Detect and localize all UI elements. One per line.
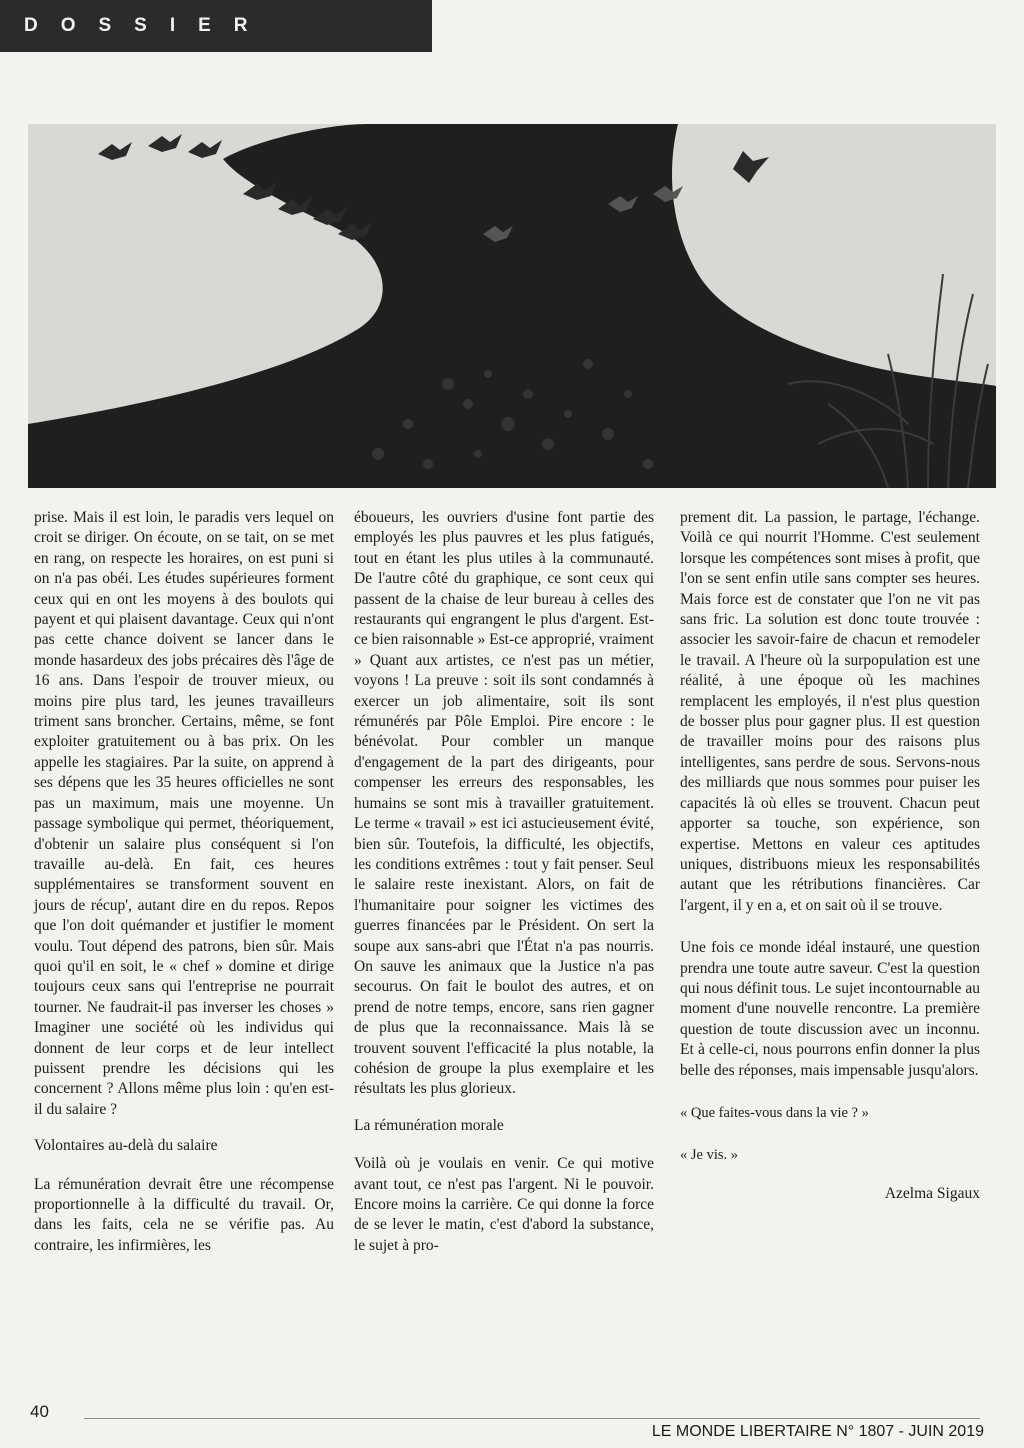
paragraph: éboueurs, les ouvriers d'usine font partie des employés les plus pauvres et les plus fatigués, tout en étant les plus utiles à la communauté. De l'autre côté du graphique, ce sont ceux qui passent de la chaise de leur bureau à celles des restaurants qui engrangent le plus d'argent. Est-ce bien raisonnable » Est-ce approprié, vraiment » Quant aux artistes, ce n'est pas un métier, voyons ! La preuve : soit ils sont condamnés à exercer un job alimentaire, soit ils sont rémunérés par Pôle Emploi. Pire encore : le bénévolat. Pour combler un manque d'engagement de la part des dirigeants, pour compenser les erreurs des responsables, les humains se sont mis à travailler gratuitement. Le terme « travail » est ici astucieusement évité, bien sûr. Toutefois, la difficulté, les objectifs, les conditions extrêmes : tout y fait penser. Seul le salaire reste inexistant. Alors, on fait de l'humanitaire pour soigner les victimes des guerres financées par le Président. On sert la soupe aux sans-abri que l'État n'a pas nourris. On sauve les animaux que la Justice n'a pas secourus. On fait le boulot des autres, et on prend de notre temps, encore, sans rien gagner de plus que la reconnaissance. Mais là se trouvent souvent l'efficacité la plus notable, la cohésion de groupe la plus exemplaire et les résultats les plus glorieux. [354, 509, 654, 1098]
illustration-svg [28, 124, 996, 488]
footer-divider [84, 1418, 980, 1419]
paragraph: prement dit. La passion, le partage, l'échange. Voilà ce qui nourrit l'Homme. C'est seulement lorsque les compétences sont mises à profit, que l'on se sent enfin utile sans compter ses heures. Mais force est de constater que l'on ne vit pas sans fric. La solution est donc toute trouvée : associer les savoir-faire de chacun et remodeler le travail. A l'heure où la surpopulation est une réalité, à une époque où les machines remplacent les employés, il n'est plus question de bosser plus pour gagner plus. Il est question de travailler moins pour des raisons plus intelligentes, sans perdre de sous. Servons-nous des milliards que nous sommes pour puiser les capacités là où elles se trouvent. Chacun peut apporter sa touche, son expérience, son expertise. Mettons en valeur ces aptitudes uniques, distribuons mieux les responsabilités autant que les rétributions financières. Car l'argent, il y en a, et on sait où il se trouve. [680, 509, 980, 914]
quote: « Je vis. » [680, 1147, 738, 1164]
journal-footer: LE MONDE LIBERTAIRE N° 1807 - JUIN 2019 [651, 1423, 984, 1440]
paragraph: La rémunération devrait être une récompense proportionnelle à la difficulté du travail. Or, dans les faits, cela ne se vérifie pas. Au contraire, les infirmières, les [34, 1175, 334, 1254]
section-subhead: Volontaires au-delà du salaire [34, 1137, 218, 1155]
page-number: 40 [30, 1402, 49, 1421]
birds-over-landscape-illustration [28, 124, 996, 488]
paragraph: prise. Mais il est loin, le paradis vers lequel on croit se diriger. On écoute, on se tait, on se met en rang, on respecte les horaires, on est puni si on n'a pas obéi. Les études supérieures forment ceux qui en ont les moyens à des boulots qui payent et qui plaisent davantage. Ceux qui n'ont pas cette chance doivent se lancer dans le monde hasardeux des jobs précaires dès l'âge de 16 ans. Dans l'espoir de trouver mieux, ou moins pire plus tard, les jeunes travailleurs triment sans broncher. Certains, même, se font exploiter gratuitement ou à bas prix. On les appelle les stagiaires. Par la suite, on apprend à ses dépens que les 35 heures officielles ne sont pas un maximum, mais une moyenne. Un passage symbolique qui permet, théoriquement, d'obtenir un salaire plus conséquent si l'on travaille au-delà. En fait, ces heures supplémentaires se transforment souvent en jours de récup', autant dire en du repos. Repos que l'on doit quémander et justifier le moment voulu. Tout dépend des patrons, bien sûr. Mais quoi qu'il en soit, le « chef » domine et dirige toujours ceux sans qui l'entreprise ne pourrait tourner. Ne faudrait-il pas inverser les choses » Imaginer une société où les individus qui donnent de leur corps et de leur intellect puissent prendre les décisions qui les concernent ? Allons même plus loin : qu'en est-il du salaire ? [34, 509, 334, 1118]
quote: « Que faites-vous dans la vie ? » [680, 1104, 869, 1121]
section-subhead: La rémunération morale [354, 1116, 504, 1134]
article-column-1 [34, 508, 334, 1256]
article-column-2 [354, 508, 654, 1256]
section-header: DOSSIER [0, 0, 432, 52]
author-signature: Azelma Sigaux [884, 1184, 980, 1202]
paragraph: Une fois ce monde idéal instauré, une question prendra une toute autre saveur. C'est la question qui nous définit tous. Le sujet incontournable au moment d'une nouvelle rencontre. La première question de toute discussion avec un inconnu. Et à celle-ci, nous pourrons enfin donner la plus belle des réponses, mais impensable jusqu'alors. [680, 939, 980, 1079]
article-column-3 [680, 508, 980, 1204]
paragraph: Voilà où je voulais en venir. Ce qui motive avant tout, ce n'est pas l'argent. Ni le pouvoir. Encore moins la carrière. Ce qui donne la force de se lever le matin, c'est d'abord la substance, le sujet à pro- [354, 1155, 654, 1254]
